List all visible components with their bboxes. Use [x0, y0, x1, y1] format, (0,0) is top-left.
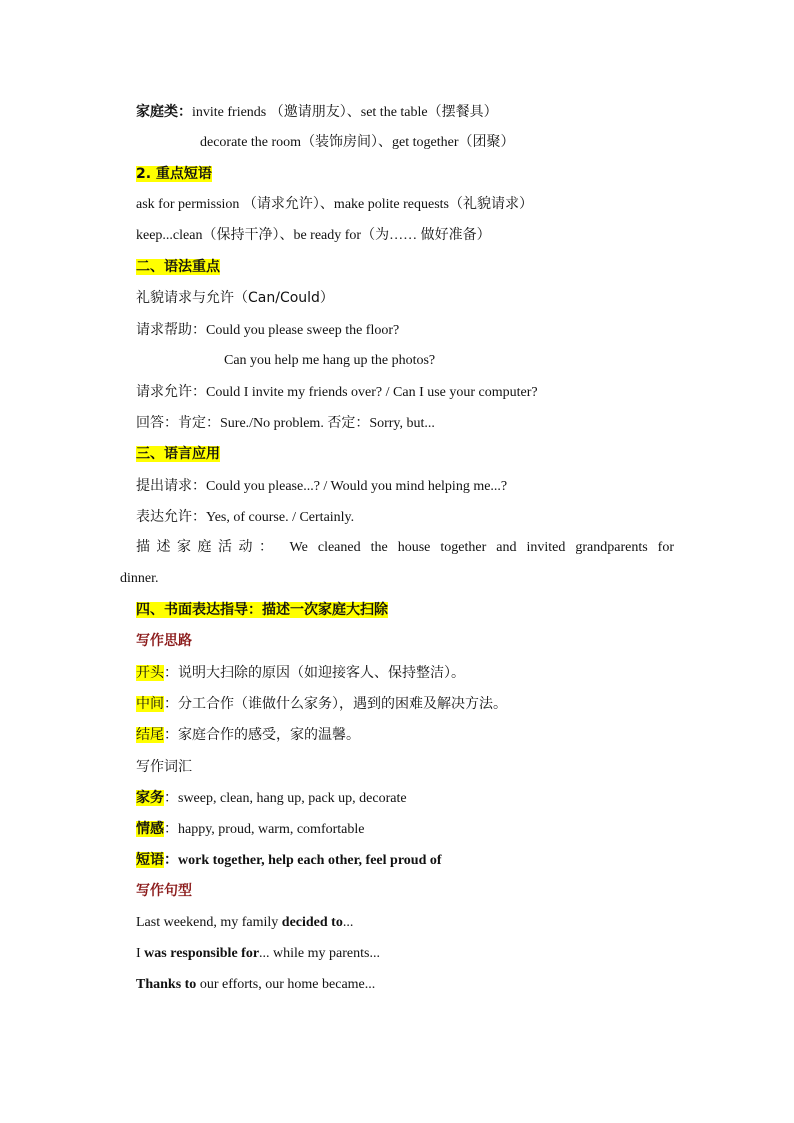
idea-tag: 中间	[136, 696, 164, 712]
vocab-tag: 家务	[136, 790, 164, 806]
category-label: 家庭类：	[136, 104, 192, 120]
pattern-key: Thanks to	[136, 977, 197, 992]
pattern-text: our efforts, our home became...	[196, 977, 376, 992]
subheading-patterns	[136, 879, 674, 903]
writing-vocab-line	[136, 817, 674, 841]
subheading-text: 写作句型	[136, 883, 192, 899]
pattern-line	[136, 973, 674, 997]
grammar-text: 礼貌请求与允许（Can/Could）	[136, 290, 334, 306]
phrase-line	[136, 193, 674, 217]
usage-line	[136, 505, 674, 529]
pattern-line	[136, 942, 674, 966]
section-heading-grammar	[136, 255, 674, 279]
vocab-text: decorate the room（装饰房间）、get together（团聚）	[200, 135, 515, 150]
pattern-text: ... while my parents...	[259, 946, 380, 961]
grammar-text: Could you please sweep the floor?	[206, 323, 400, 338]
grammar-label: 回答：肯定：	[136, 415, 220, 431]
subheading-ideas	[136, 629, 674, 653]
usage-text: Yes, of course. / Certainly.	[206, 510, 355, 525]
grammar-text: Could I invite my friends over? / Can I use your computer?	[206, 385, 538, 400]
heading-text: 二、语法重点	[136, 259, 220, 275]
usage-text: dinner.	[120, 571, 159, 586]
idea-line	[136, 692, 674, 716]
grammar-line	[224, 349, 674, 373]
phrase-text: keep...clean（保持干净）、be ready for（为…… 做好准备）	[136, 228, 491, 243]
phrase-text: ask for permission （请求允许）、make polite requests（礼貌请求）	[136, 197, 534, 212]
heading-text: 三、语言应用	[136, 446, 220, 462]
pattern-line	[136, 911, 674, 935]
idea-tag: 开头	[136, 665, 164, 681]
idea-line	[136, 661, 674, 685]
pattern-text: Last weekend, my family	[136, 915, 282, 930]
idea-text: ：分工合作（谁做什么家务），遇到的困难及解决方法。	[164, 696, 507, 712]
vocab-text: ：happy, proud, warm, comfortable	[164, 822, 365, 837]
vocab-family-line-2	[200, 131, 674, 155]
section-heading-phrases	[136, 162, 674, 186]
grammar-line	[136, 380, 674, 404]
vocab-family-line	[136, 100, 674, 124]
usage-line	[136, 474, 674, 498]
vocab-text: ：work together, help each other, feel proud of	[164, 853, 442, 868]
pattern-text: I	[136, 946, 145, 961]
grammar-text: Sure./No problem. 否定：Sorry, but...	[220, 416, 435, 431]
writing-vocab-line	[136, 848, 674, 872]
pattern-key: decided to	[281, 915, 343, 930]
usage-label: 提出请求：	[136, 478, 206, 494]
grammar-label: 请求帮助：	[136, 322, 206, 338]
idea-text: ：家庭合作的感受，家的温馨。	[164, 727, 360, 743]
subheading-text: 写作思路	[136, 633, 192, 649]
grammar-text: Can you help me hang up the photos?	[224, 353, 436, 368]
grammar-line	[136, 318, 674, 342]
pattern-text: ...	[342, 915, 354, 930]
vocab-tag: 情感	[136, 821, 164, 837]
subheading-text: 写作词汇	[136, 759, 192, 775]
grammar-label: 请求允许：	[136, 384, 206, 400]
grammar-line	[136, 411, 674, 435]
grammar-line	[136, 286, 674, 310]
idea-tag: 结尾	[136, 727, 164, 743]
usage-text: Could you please...? / Would you mind helping me...?	[206, 479, 508, 494]
section-heading-usage	[136, 442, 674, 466]
heading-text: 2. 重点短语	[136, 166, 212, 182]
usage-line-wrap	[120, 567, 674, 591]
heading-text: 四、书面表达指导：描述一次家庭大扫除	[136, 602, 388, 618]
vocab-tag: 短语	[136, 852, 164, 868]
usage-text: 描述家庭活动： We cleaned the house together and invited grandparents for	[136, 540, 674, 555]
writing-vocab-line	[136, 786, 674, 810]
vocab-text: ：sweep, clean, hang up, pack up, decorate	[164, 791, 407, 806]
idea-text: ：说明大扫除的原因（如迎接客人、保持整洁）。	[164, 665, 465, 681]
subheading-vocab	[136, 755, 674, 779]
section-heading-writing	[136, 598, 674, 622]
pattern-key: was responsible for	[144, 946, 260, 961]
usage-label: 表达允许：	[136, 509, 206, 525]
phrase-line	[136, 224, 674, 248]
usage-line	[136, 536, 674, 560]
idea-line	[136, 723, 674, 747]
vocab-text: invite friends （邀请朋友）、set the table（摆餐具）	[192, 105, 498, 120]
